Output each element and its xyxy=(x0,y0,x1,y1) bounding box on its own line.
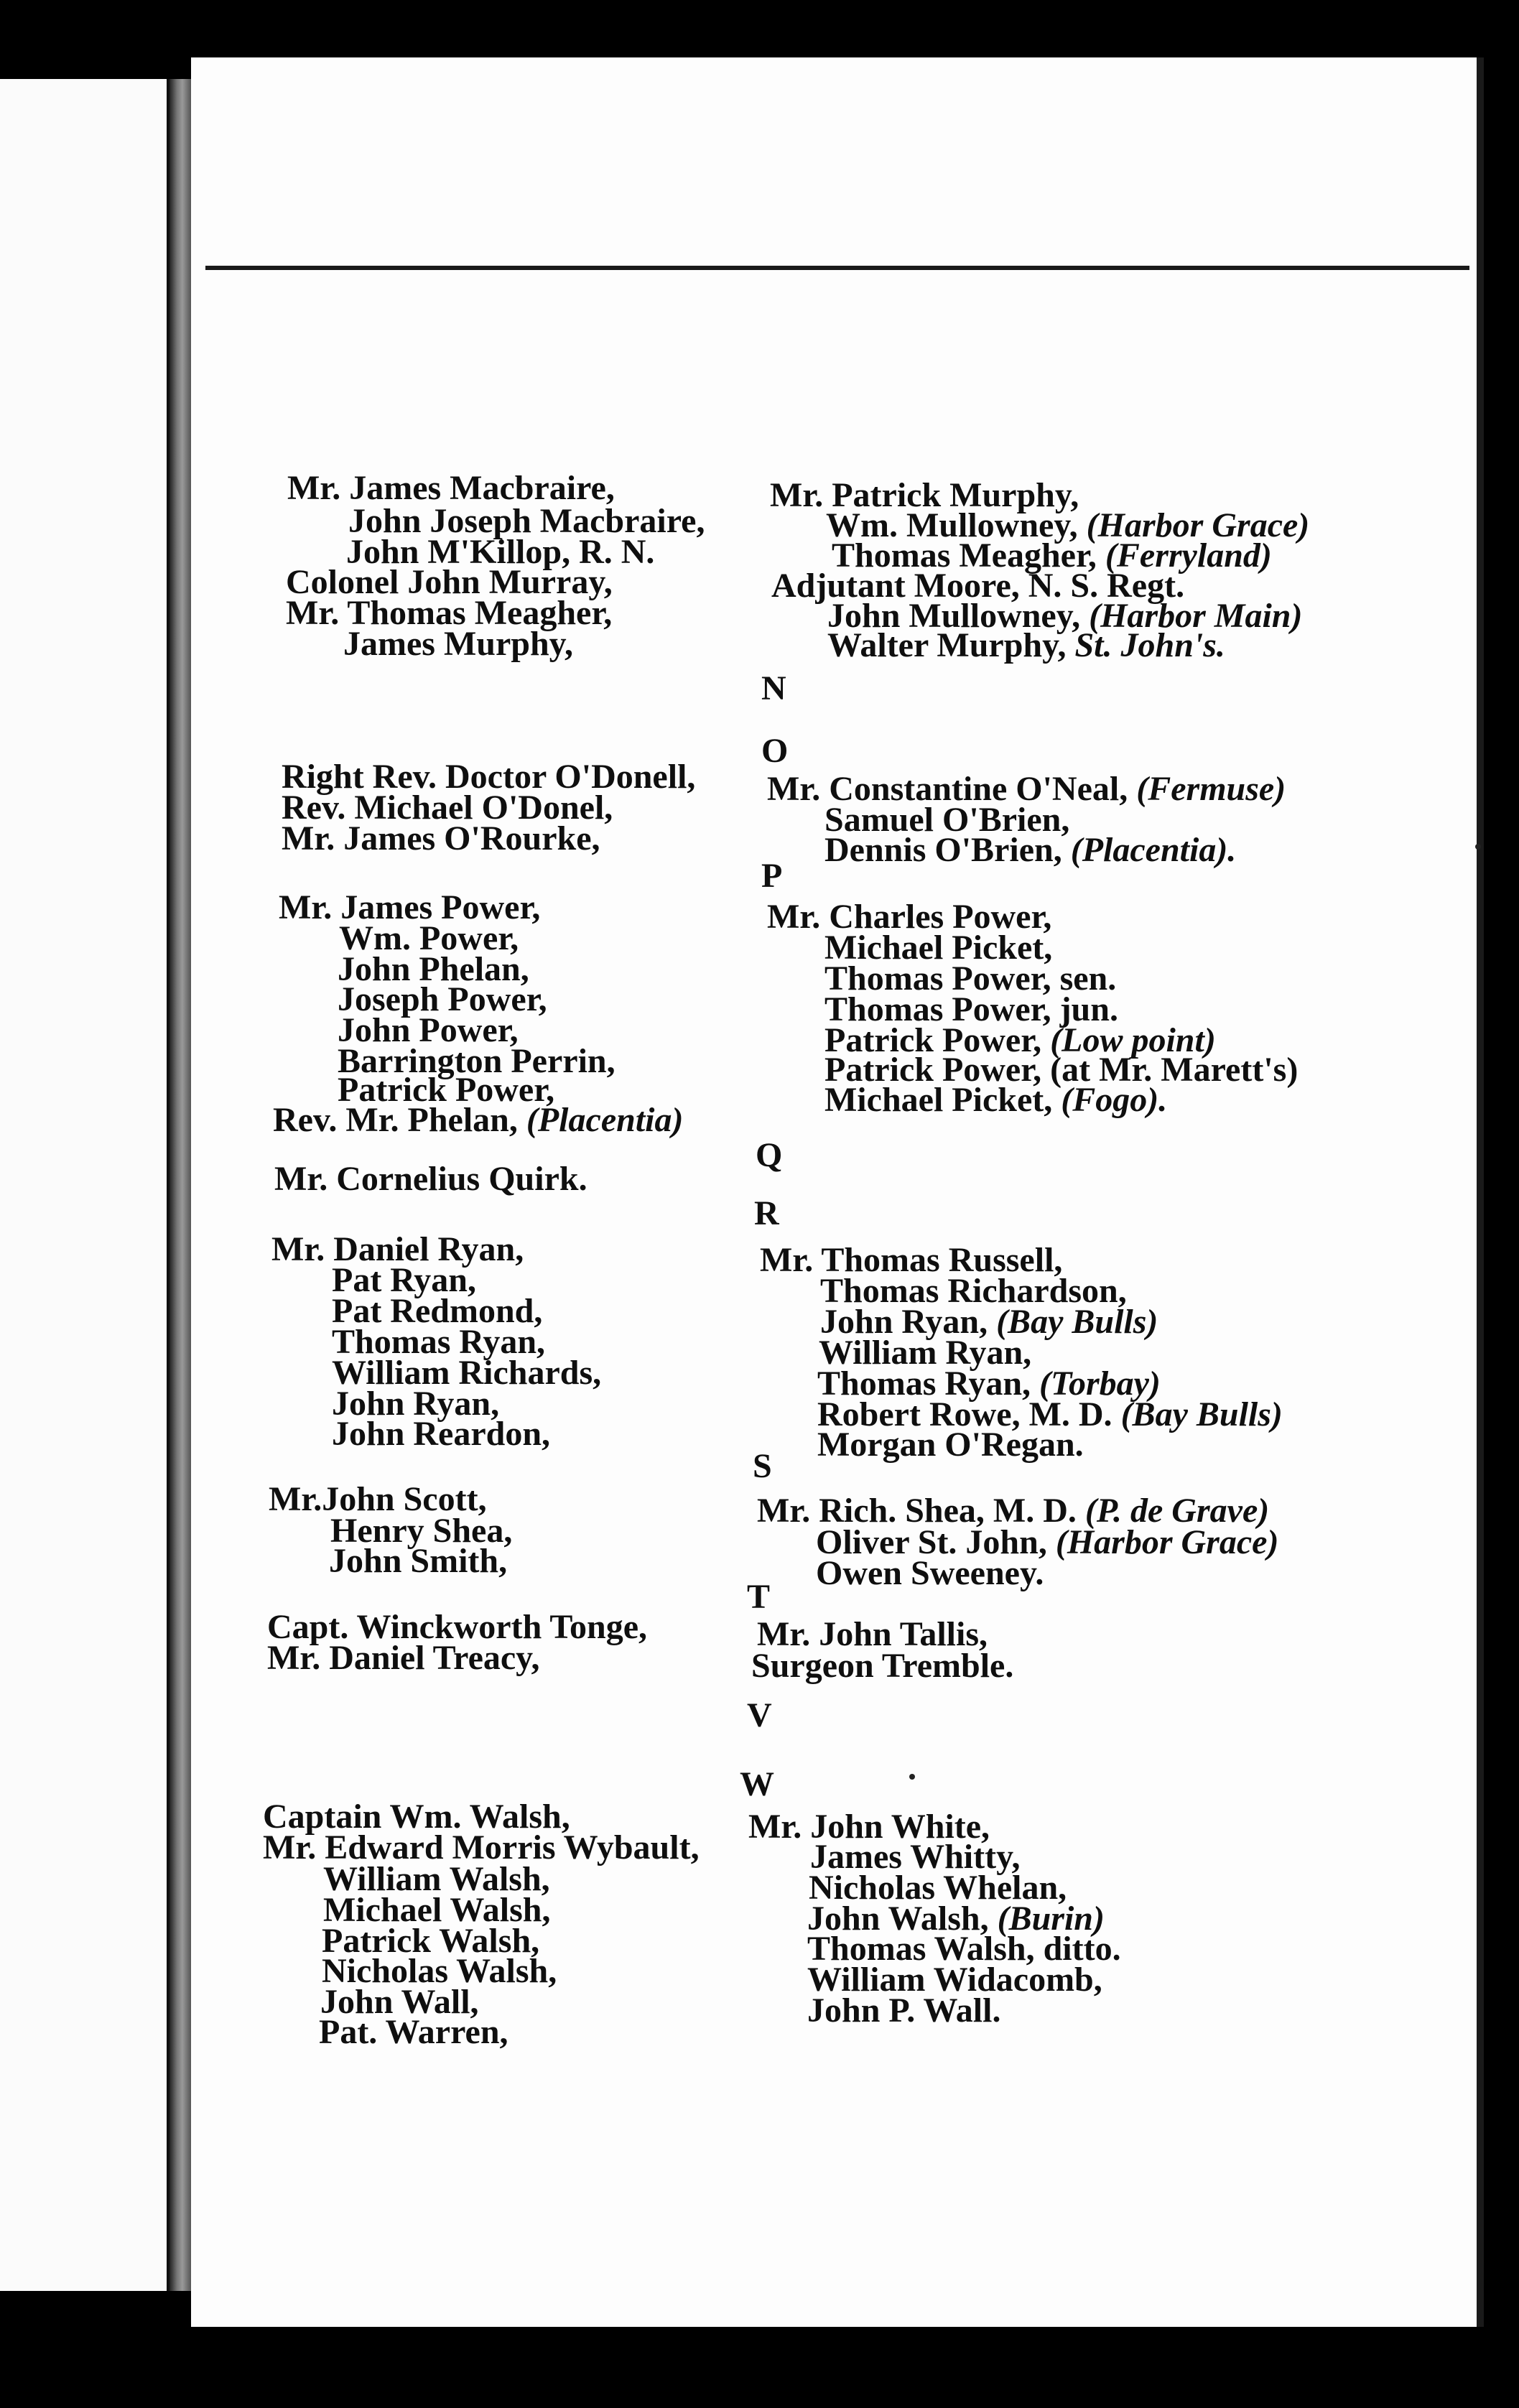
subscriber-name: Mr. James Power, xyxy=(279,888,541,926)
subscriber-name: Oliver St. John, xyxy=(816,1523,1056,1561)
subscriber-name: Nicholas Whelan, xyxy=(809,1869,1067,1907)
subscriber-name: Surgeon Tremble. xyxy=(751,1647,1014,1685)
subscriber-location: (Harbor Grace) xyxy=(1086,506,1310,544)
subscriber-entry xyxy=(817,1428,1084,1462)
subscriber-name: John Smith, xyxy=(329,1542,508,1580)
subscriber-name: Walter Murphy, xyxy=(827,626,1075,664)
subscriber-location: (Burin) xyxy=(997,1900,1105,1938)
subscriber-name: Capt. Winckworth Tonge, xyxy=(267,1608,648,1646)
subscriber-name: Thomas Power, jun. xyxy=(824,990,1118,1028)
subscriber-name: Thomas Meagher, xyxy=(832,536,1105,575)
subscriber-name: John Power, xyxy=(338,1011,519,1049)
subscriber-entry xyxy=(274,1162,587,1196)
subscriber-name: James Whitty, xyxy=(810,1838,1021,1876)
subscriber-name: Mr. Edward Morris Wybault, xyxy=(263,1828,700,1867)
subscriber-name: Mr. Thomas Meagher, xyxy=(286,594,613,632)
section-letter: R xyxy=(754,1194,779,1232)
subscriber-name: John Phelan, xyxy=(338,950,529,988)
subscriber-name: Mr. John White, xyxy=(748,1808,990,1846)
subscriber-name: Mr. Daniel Ryan, xyxy=(271,1230,524,1268)
subscriber-entry xyxy=(273,1103,683,1138)
subscriber-entry xyxy=(329,1544,507,1579)
subscriber-name: James Murphy, xyxy=(343,625,574,663)
subscriber-name: Patrick Power, xyxy=(338,1071,555,1109)
subscriber-entry xyxy=(267,1641,540,1675)
subscriber-name: Michael Walsh, xyxy=(323,1891,551,1929)
subscriber-entry xyxy=(824,1083,1167,1117)
subscriber-entry xyxy=(827,628,1225,663)
subscriber-location: (Placentia). xyxy=(1070,831,1237,869)
subscriber-location: (Placentia) xyxy=(526,1101,684,1139)
subscriber-location: (Fogo). xyxy=(1061,1081,1168,1119)
subscriber-name: Patrick Power, xyxy=(824,1021,1051,1059)
subscriber-name: Thomas Power, sen. xyxy=(824,959,1117,998)
subscriber-name: Mr. Constantine O'Neal, xyxy=(767,770,1137,808)
subscriber-name: Michael Picket, xyxy=(824,1081,1062,1119)
subscriber-name: Pat. Warren, xyxy=(319,2013,508,2051)
subscriber-name: Thomas Richardson, xyxy=(820,1272,1127,1310)
subscriber-name: Mr. James Macbraire, xyxy=(287,469,615,507)
subscriber-entry xyxy=(751,1649,1013,1683)
subscriber-name: Robert Rowe, M. D. xyxy=(817,1395,1121,1433)
subscriber-name: Right Rev. Doctor O'Donell, xyxy=(282,758,696,796)
subscriber-location: (Harbor Grace) xyxy=(1055,1523,1279,1561)
subscriber-name: Mr. Rich. Shea, M. D. xyxy=(757,1492,1085,1530)
subscriber-name: John Joseph Macbraire, xyxy=(348,502,705,540)
subscriber-name: Barrington Perrin, xyxy=(338,1042,616,1080)
subscriber-name: Mr.John Scott, xyxy=(269,1480,487,1518)
section-letter: T xyxy=(747,1578,771,1616)
subscriber-name: Mr. Patrick Murphy, xyxy=(770,476,1079,514)
subscriber-entry xyxy=(287,471,615,506)
subscriber-entry xyxy=(332,1417,550,1451)
subscriber-location: (Low point) xyxy=(1050,1021,1216,1059)
subscriber-name: Thomas Ryan, xyxy=(817,1365,1040,1403)
section-letter: V xyxy=(747,1696,772,1734)
section-letter: Q xyxy=(756,1136,783,1174)
subscriber-name: Colonel John Murray, xyxy=(286,563,613,601)
subscriber-name: Mr. Daniel Treacy, xyxy=(267,1639,540,1677)
header-rule xyxy=(205,266,1469,270)
subscriber-name: Mr. Cornelius Quirk. xyxy=(274,1160,587,1198)
subscriber-name: Thomas Ryan, xyxy=(332,1323,546,1361)
subscriber-name: Pat Redmond, xyxy=(332,1292,543,1330)
subscriber-name: Henry Shea, xyxy=(330,1512,513,1550)
subscriber-name: Wm. Power, xyxy=(339,919,519,957)
subscriber-name: Mr. Charles Power, xyxy=(767,898,1052,936)
subscriber-location: (Fermuse) xyxy=(1136,770,1286,808)
subscriber-name: Captain Wm. Walsh, xyxy=(263,1798,570,1836)
subscriber-name: Wm. Mullowney, xyxy=(826,506,1087,544)
subscriber-name: Samuel O'Brien, xyxy=(824,801,1070,839)
subscriber-name: William Ryan, xyxy=(819,1334,1032,1372)
subscriber-name: Nicholas Walsh, xyxy=(322,1952,557,1990)
subscriber-name: John Walsh, xyxy=(807,1900,998,1938)
subscriber-name: Pat Ryan, xyxy=(332,1261,476,1299)
subscriber-name: Morgan O'Regan. xyxy=(817,1426,1084,1464)
subscriber-entry xyxy=(319,2015,508,2050)
subscriber-name: Owen Sweeney. xyxy=(816,1554,1044,1592)
subscriber-name: Mr. James O'Rourke, xyxy=(282,819,600,857)
subscriber-name: Adjutant Moore, N. S. Regt. xyxy=(771,567,1185,605)
speck xyxy=(1475,844,1481,850)
subscriber-entry xyxy=(343,627,573,661)
subscriber-location: (P. de Grave) xyxy=(1084,1492,1270,1530)
subscriber-name: William Widacomb, xyxy=(807,1961,1102,1999)
section-letter: O xyxy=(761,732,789,770)
subscriber-name: Michael Picket, xyxy=(824,929,1053,967)
subscriber-name: John M'Killop, R. N. xyxy=(346,533,655,571)
subscriber-name: John Mullowney, xyxy=(827,597,1090,635)
subscriber-location: (Ferryland) xyxy=(1105,536,1272,575)
subscriber-name: Thomas Walsh, ditto. xyxy=(807,1930,1121,1968)
subscriber-name: John Wall, xyxy=(320,1983,479,2021)
subscriber-name: Patrick Walsh, xyxy=(322,1922,540,1960)
section-letter: P xyxy=(761,857,783,895)
subscriber-name: Dennis O'Brien, xyxy=(824,831,1071,869)
subscriber-name: John Reardon, xyxy=(332,1415,551,1453)
subscriber-location: (Bay Bulls) xyxy=(1120,1395,1283,1433)
subscriber-name: John Ryan, xyxy=(820,1303,997,1341)
subscriber-name: Joseph Power, xyxy=(338,980,547,1018)
section-letter: N xyxy=(761,669,786,707)
section-letter: W xyxy=(740,1765,774,1803)
subscriber-name: Mr. Thomas Russell, xyxy=(760,1241,1063,1279)
subscriber-name: Patrick Power, (at Mr. Marett's) xyxy=(824,1051,1299,1089)
subscriber-name: John P. Wall. xyxy=(807,1991,1001,2030)
speck xyxy=(909,1774,915,1780)
subscriber-entry xyxy=(816,1556,1044,1591)
subscriber-name: Mr. John Tallis, xyxy=(757,1615,988,1653)
subscriber-entry xyxy=(807,1991,1001,2030)
subscriber-name: Rev. Michael O'Donel, xyxy=(282,789,613,827)
subscriber-name: William Richards, xyxy=(332,1354,602,1392)
subscriber-name: John Ryan, xyxy=(332,1385,500,1423)
section-letter: S xyxy=(753,1447,772,1485)
subscriber-name: William Walsh, xyxy=(323,1860,550,1898)
subscriber-name: Rev. Mr. Phelan, xyxy=(273,1101,526,1139)
subscriber-location: (Torbay) xyxy=(1039,1365,1161,1403)
facing-page xyxy=(0,79,169,2291)
subscriber-location: St. John's. xyxy=(1074,626,1225,664)
book-gutter xyxy=(169,79,191,2291)
subscriber-entry xyxy=(282,819,600,857)
subscriber-location: (Harbor Main) xyxy=(1089,597,1303,635)
subscriber-location: (Bay Bulls) xyxy=(996,1303,1158,1341)
subscriber-entry xyxy=(824,833,1236,868)
